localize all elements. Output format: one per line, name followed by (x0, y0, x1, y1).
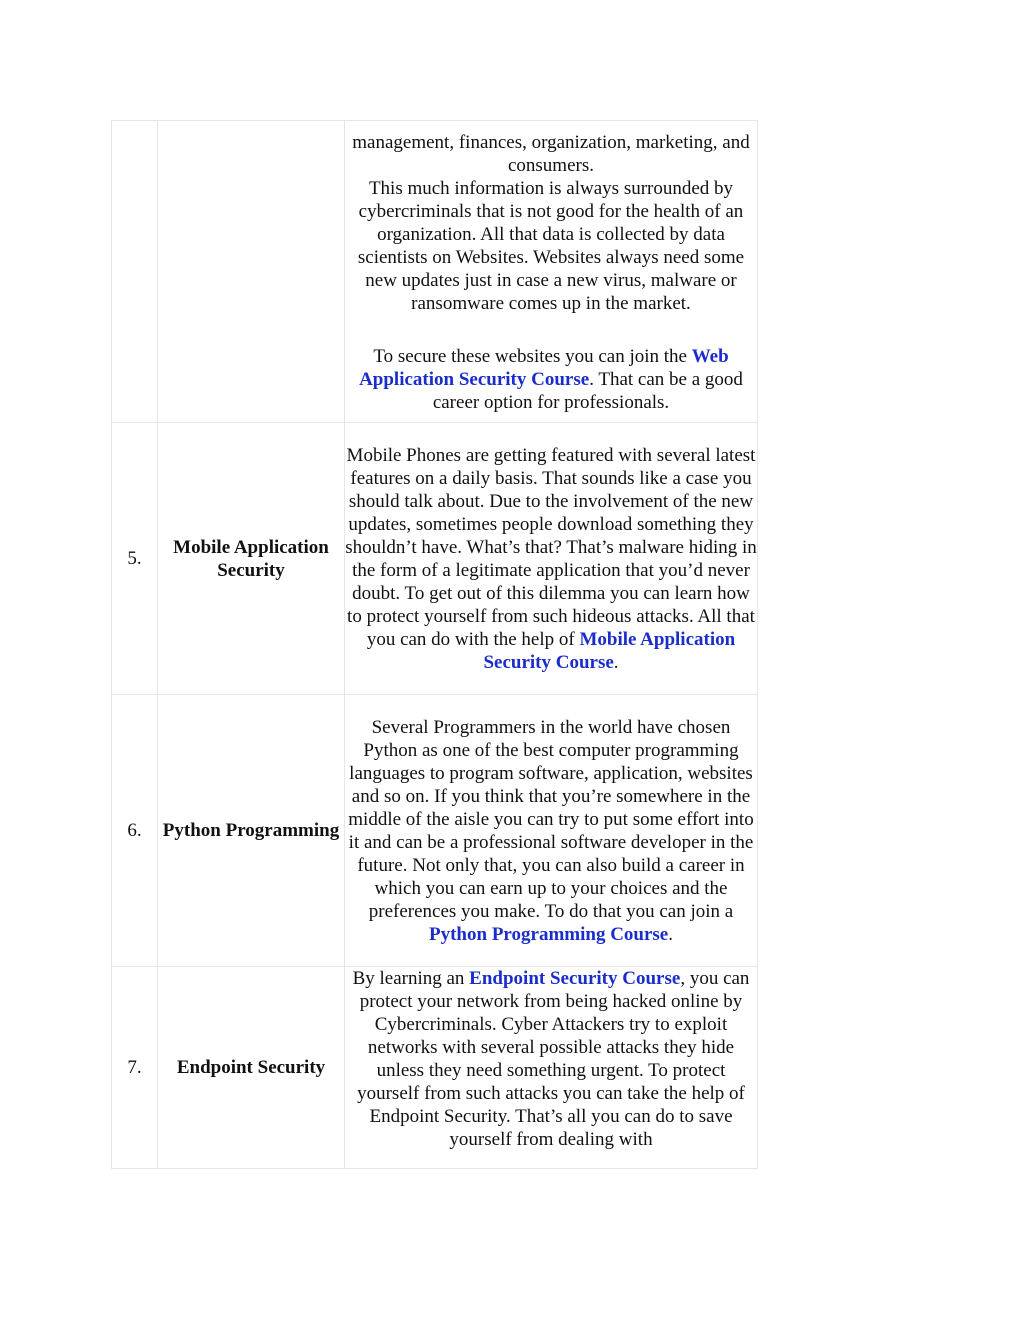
row-number: 7. (112, 967, 158, 1169)
row-description (345, 967, 758, 1169)
description-text: , you can protect your network from being hacked online by Cybercriminals. Cyber Attackers try to exploit networks with several possible attacks they hide unless they need something urgent. To protect yourself from such attacks you can take the help of Endpoint Security. That’s all you can do to save yourself from dealing with (357, 968, 750, 1150)
description-paragraph (345, 444, 757, 674)
row-description (345, 423, 758, 695)
row-number: 5. (112, 423, 158, 695)
description-text: Mobile Phones are getting featured with several latest features on a daily basis. That sounds like a case you should talk about. Due to the involvement of the new updates, sometimes people download something they shouldn’t have. What’s that? That’s malware hiding in the form of a legitimate application that you’d never doubt. To get out of this dilemma you can learn how to protect yourself from such hideous attacks. All that you can do with the help of (345, 444, 757, 650)
row-title: Endpoint Security (158, 967, 345, 1169)
description-paragraph (345, 716, 757, 946)
mobile-application-security-course-link[interactable]: Mobile Application Security Course (483, 628, 736, 673)
row-title: Mobile Application Security (158, 423, 345, 695)
table-row (112, 423, 758, 695)
endpoint-security-course-link[interactable]: Endpoint Security Course (469, 968, 681, 989)
row-description (345, 121, 758, 423)
table-row (112, 121, 758, 423)
description-text: Several Programmers in the world have chosen Python as one of the best computer programming languages to program software, application, websites and so on. If you think that you’re somewhere in the middle of the aisle you can try to put some effort into it and can be a professional software developer in the future. Not only that, you can also build a career in which you can earn up to your choices and the preferences you make. To do that you can join a (348, 716, 754, 922)
row-description (345, 695, 758, 967)
row-number (112, 121, 158, 423)
description-text: To secure these websites you can join the (373, 346, 692, 367)
description-paragraph: management, finances, organization, marketing, and consumers. (352, 132, 750, 176)
table-row (112, 967, 758, 1169)
table-row (112, 695, 758, 967)
row-title (158, 121, 345, 423)
description-paragraph: This much information is always surrounded by cybercriminals that is not good for the health of an organization. All that data is collected by data scientists on Websites. Websites always need some new updates just in case a new virus, malware or ransomware comes up in the market. (357, 178, 745, 314)
description-paragraph (345, 967, 757, 1151)
courses-table (111, 120, 758, 1169)
web-application-security-course-link[interactable]: Web Application Security Course (359, 346, 729, 390)
description-paragraph (345, 345, 757, 414)
row-number: 6. (112, 695, 158, 967)
description-text: By learning an (352, 968, 470, 989)
description-text: . (668, 923, 673, 945)
description-text: . That can be a good career option for professionals. (432, 369, 743, 413)
description-text: . (613, 651, 619, 673)
python-programming-course-link[interactable]: Python Programming Course (429, 923, 669, 945)
row-title: Python Programming (158, 695, 345, 967)
